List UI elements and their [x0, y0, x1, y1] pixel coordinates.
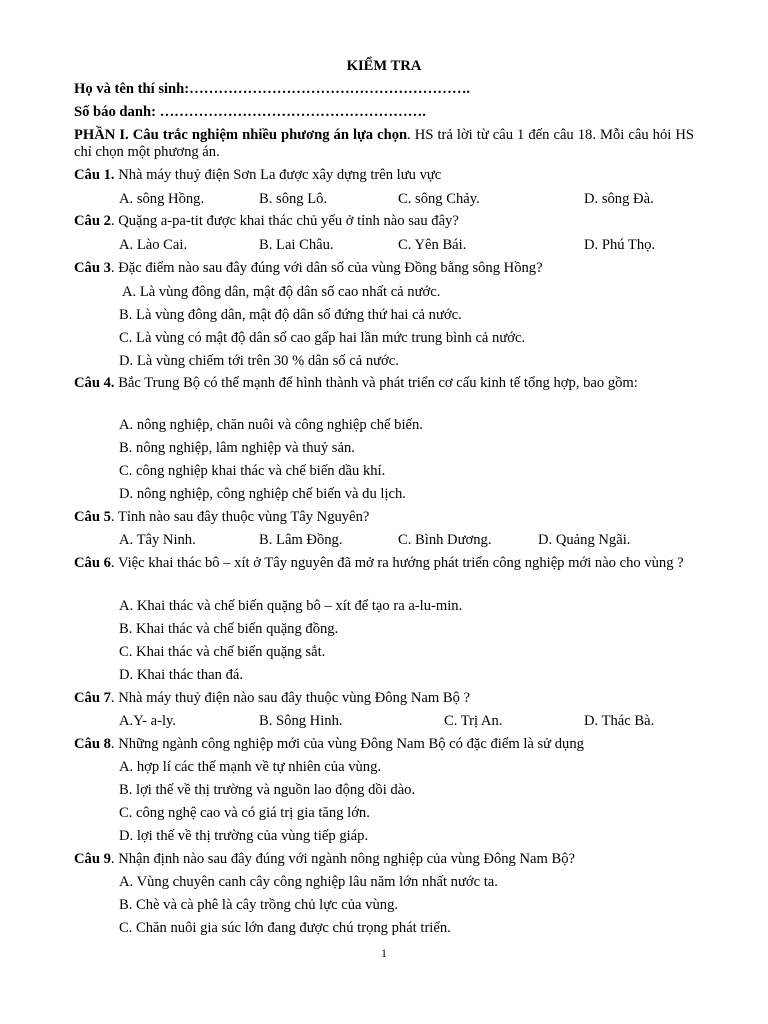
option-b[interactable]: B. Là vùng đông dân, mật độ dân số đứng thứ hai cả nước.	[119, 307, 462, 323]
option-b[interactable]: B. lợi thế về thị trường và nguồn lao động dồi dào.	[119, 782, 416, 798]
question-number: Câu 5	[74, 509, 111, 525]
exam-title: KIỂM TRA	[346, 58, 422, 74]
option-a[interactable]: A. Khai thác và chế biến quặng bô – xít để tạo ra a-lu-min.	[119, 598, 463, 614]
option-b[interactable]: B. Khai thác và chế biến quặng đồng.	[119, 621, 339, 637]
question-text: . Quặng a-pa-tit được khai thác chủ yếu ở tỉnh nào sau đây?	[110, 213, 459, 229]
option-d[interactable]: D. sông Đà.	[584, 191, 654, 207]
question-text: . Đặc điểm nào sau đây đúng với dân số của vùng Đồng bằng sông Hồng?	[110, 260, 543, 276]
option-d[interactable]: D. Là vùng chiếm tới trên 30 % dân số cả nước.	[119, 353, 399, 369]
question-number: Câu 1.	[74, 167, 115, 183]
question-number: Câu 3	[74, 260, 111, 276]
question-2	[74, 213, 694, 230]
question-5	[74, 509, 694, 526]
question-6	[74, 555, 694, 572]
question-8	[74, 736, 694, 753]
question-text: . Tỉnh nào sau đây thuộc vùng Tây Nguyên?	[110, 509, 370, 525]
option-c[interactable]: C. Trị An.	[444, 713, 503, 729]
option-d[interactable]: D. lợi thế về thị trường của vùng tiếp giáp.	[119, 828, 369, 844]
option-a[interactable]: A. Là vùng đông dân, mật độ dân số cao nhất cả nước.	[122, 284, 441, 300]
section-heading: PHẦN I. Câu trắc nghiệm nhiều phương án lựa chọn	[74, 127, 408, 143]
option-c[interactable]: C. công nghiệp khai thác và chế biến dầu khí.	[119, 463, 386, 479]
option-a[interactable]: A. hợp lí các thế mạnh về tự nhiên của vùng.	[119, 759, 382, 775]
question-4	[74, 375, 694, 392]
question-text: Bắc Trung Bộ có thể mạnh để hình thành và phát triển cơ cấu kinh tế tổng hợp, bao gồm:	[114, 375, 638, 391]
section-instruction-text: . HS trả lời từ câu 1 đến câu 18. Mỗi câu hỏi HS chỉ chọn một phương án.	[74, 127, 694, 160]
question-3	[74, 260, 694, 277]
option-b[interactable]: B. sông Lô.	[259, 191, 328, 207]
student-name-field: Họ và tên thí sinh:………………………………………………….	[74, 81, 471, 97]
option-a[interactable]: A. Tây Ninh.	[119, 532, 196, 548]
option-d[interactable]: D. Phú Thọ.	[584, 237, 656, 253]
option-a[interactable]: A. Lào Cai.	[119, 237, 188, 253]
question-text: Nhà máy thuỷ điện Sơn La được xây dựng trên lưu vực	[114, 167, 442, 183]
option-d[interactable]: D. Thác Bà.	[584, 713, 655, 729]
section-instructions	[74, 127, 694, 161]
option-c[interactable]: C. Khai thác và chế biến quặng sắt.	[119, 644, 326, 660]
option-c[interactable]: C. Là vùng có mật độ dân số cao gấp hai lần mức trung bình cả nước.	[119, 330, 526, 346]
question-number: Câu 2	[74, 213, 111, 229]
question-text: . Nhận định nào sau đây đúng với ngành nông nghiệp của vùng Đông Nam Bộ?	[110, 851, 576, 867]
question-number: Câu 6	[74, 555, 111, 571]
option-b[interactable]: B. Lai Châu.	[259, 237, 334, 253]
question-number: Câu 9	[74, 851, 111, 867]
question-number: Câu 8	[74, 736, 111, 752]
question-9	[74, 851, 694, 868]
question-text: . Nhà máy thuỷ điện nào sau đây thuộc vùng Đông Nam Bộ ?	[110, 690, 471, 706]
option-a[interactable]: A. nông nghiệp, chăn nuôi và công nghiệp chế biến.	[119, 417, 423, 433]
option-d[interactable]: D. Khai thác than đá.	[119, 667, 244, 683]
option-c[interactable]: C. sông Chảy.	[398, 191, 480, 207]
option-c[interactable]: C. công nghệ cao và có giá trị gia tăng lớn.	[119, 805, 370, 821]
option-d[interactable]: D. Quảng Ngãi.	[538, 532, 631, 548]
student-id-field: Số báo danh: ……………………………………………….	[74, 104, 426, 120]
option-b[interactable]: B. nông nghiệp, lâm nghiệp và thuỷ sản.	[119, 440, 355, 456]
option-c[interactable]: C. Chăn nuôi gia súc lớn đang được chú trọng phát triển.	[119, 920, 451, 936]
option-b[interactable]: B. Lâm Đồng.	[259, 532, 343, 548]
page-number: 1	[381, 948, 387, 960]
option-c[interactable]: C. Yên Bái.	[398, 237, 467, 253]
option-c[interactable]: C. Bình Dương.	[398, 532, 492, 548]
question-text: . Việc khai thác bô – xít ở Tây nguyên đã mở ra hướng phát triển công nghiệp mới nào cho vùng ?	[110, 555, 684, 571]
option-b[interactable]: B. Chè và cà phê là cây trồng chủ lực của vùng.	[119, 897, 399, 913]
question-text: . Những ngành công nghiệp mới của vùng Đông Nam Bộ có đặc điểm là sử dụng	[110, 736, 584, 752]
option-b[interactable]: B. Sông Hinh.	[259, 713, 343, 729]
question-7	[74, 690, 694, 707]
option-a[interactable]: A. sông Hồng.	[119, 191, 205, 207]
option-a[interactable]: A. Vùng chuyên canh cây công nghiệp lâu năm lớn nhất nước ta.	[119, 874, 498, 890]
question-number: Câu 4.	[74, 375, 115, 391]
question-number: Câu 7	[74, 690, 111, 706]
option-a[interactable]: A.Y- a-ly.	[119, 713, 177, 729]
question-1	[74, 167, 694, 184]
option-d[interactable]: D. nông nghiệp, công nghiệp chế biến và du lịch.	[119, 486, 406, 502]
